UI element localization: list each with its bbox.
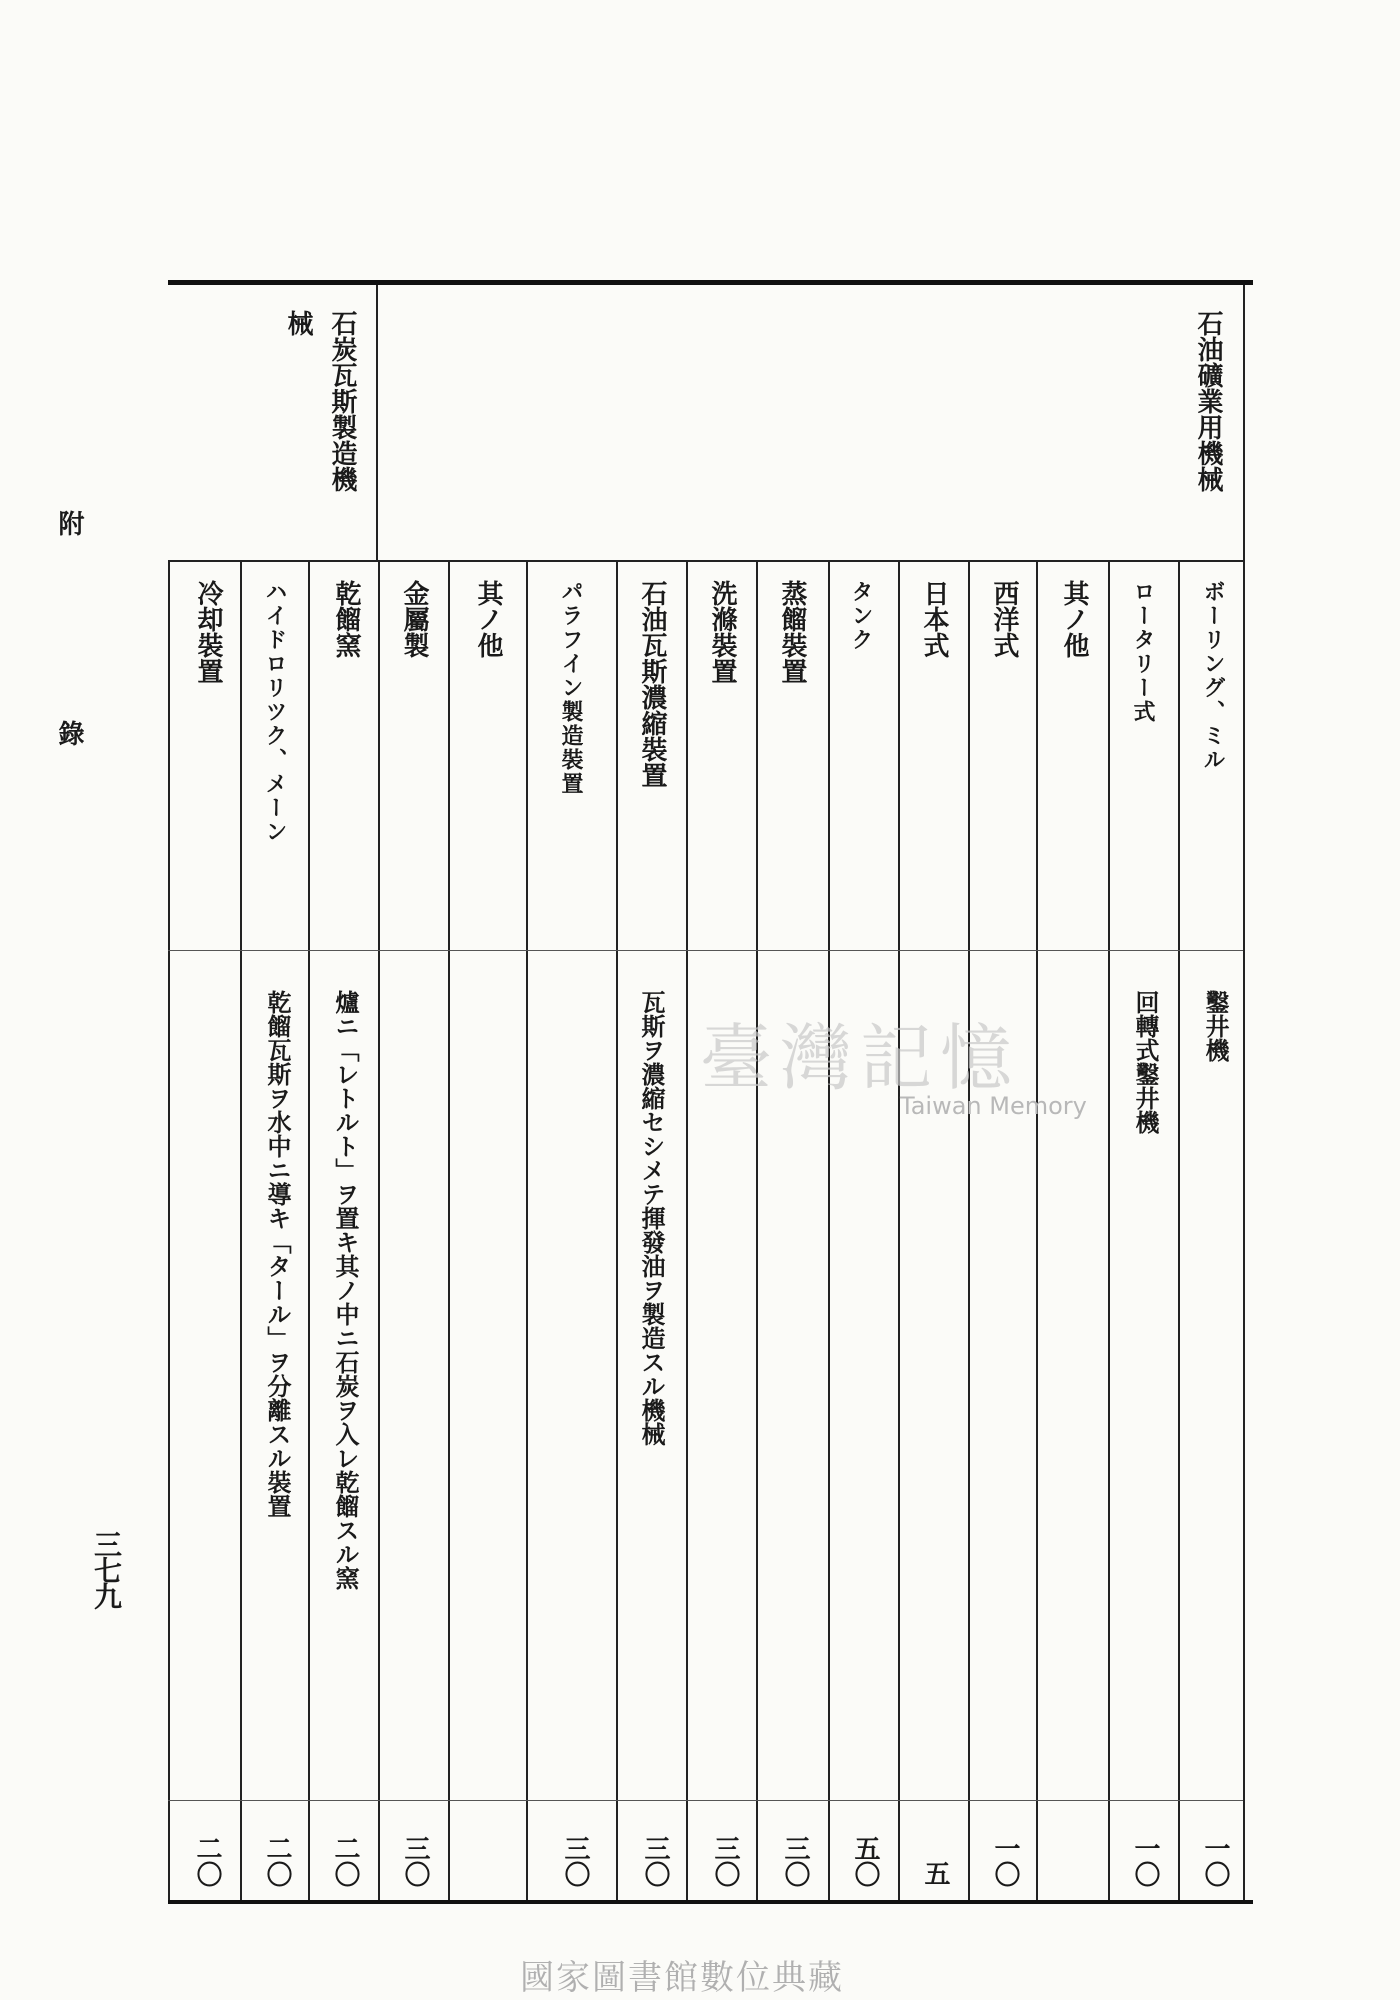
col-line <box>968 560 970 1900</box>
row-value: 三〇 <box>560 1835 590 1887</box>
row-desc: 瓦斯ヲ濃縮セシメテ揮發油ヲ製造スル機械 <box>637 990 666 1446</box>
group-petroleum: 石油礦業用機械 <box>1193 310 1223 492</box>
col-line <box>616 560 618 1900</box>
row-value: 二〇 <box>192 1835 222 1887</box>
page-number: 三七九 <box>90 1530 123 1608</box>
col-line <box>448 560 450 1900</box>
group-header-divider <box>168 560 1243 562</box>
row-name: 其ノ他 <box>1059 580 1089 658</box>
name-desc-divider <box>168 950 1243 951</box>
row-desc: 鑿井機 <box>1201 990 1230 1062</box>
row-desc: 回轉式鑿井機 <box>1131 990 1160 1134</box>
row-value: 二〇 <box>262 1835 292 1887</box>
col-line <box>1178 560 1180 1900</box>
margin-title-bottom: 錄 <box>54 720 84 746</box>
row-name: パラフイン製造裝置 <box>558 580 584 796</box>
row-name: 乾餾窯 <box>331 580 361 658</box>
col-line <box>1108 560 1110 1900</box>
row-name: 冷却裝置 <box>193 580 223 684</box>
col-line <box>308 560 310 1900</box>
watermark: 臺灣記憶 <box>700 1016 1021 1100</box>
group-coal-gas: 石炭瓦斯製造機 <box>327 310 357 492</box>
watermark-subtitle: Taiwan Memory <box>900 1092 1087 1120</box>
row-name: 其ノ他 <box>473 580 503 658</box>
row-value: 三〇 <box>780 1835 810 1887</box>
group-coal-gas-cont: 械 <box>283 310 313 336</box>
table-bottom-rule <box>168 1900 1253 1904</box>
col-line <box>1036 560 1038 1900</box>
row-value: 二〇 <box>330 1835 360 1887</box>
row-name: 日本式 <box>919 580 949 658</box>
group-separator <box>376 285 378 560</box>
row-value: 三〇 <box>710 1835 740 1887</box>
col-line <box>828 560 830 1900</box>
row-value: 五〇 <box>850 1835 880 1887</box>
row-name: 蒸餾裝置 <box>777 580 807 684</box>
row-value: 一〇 <box>990 1835 1020 1887</box>
row-name: ボーリング、ミル <box>1200 580 1226 772</box>
col-line <box>756 560 758 1900</box>
col-line <box>378 560 380 1900</box>
row-value: 一〇 <box>1200 1835 1230 1887</box>
table-right-border <box>1243 285 1245 1900</box>
row-name: 洗滌裝置 <box>707 580 737 684</box>
row-value: 一〇 <box>1130 1835 1160 1887</box>
desc-value-divider <box>168 1800 1243 1801</box>
col-line <box>526 560 528 1900</box>
col-line <box>168 560 170 1900</box>
margin-title-top: 附 <box>54 510 84 536</box>
col-line <box>898 560 900 1900</box>
col-line <box>686 560 688 1900</box>
row-desc: 爐ニ「レトルト」ヲ置キ其ノ中ニ石炭ヲ入レ乾餾スル窯 <box>331 990 360 1590</box>
col-line <box>240 560 242 1900</box>
row-value: 五 <box>920 1860 950 1886</box>
row-name: ハイドロリツク、メーン <box>262 580 288 844</box>
row-name: 金屬製 <box>399 580 429 658</box>
row-desc: 乾餾瓦斯ヲ水中ニ導キ「タール」ヲ分離スル裝置 <box>263 990 292 1518</box>
row-name: ロータリー式 <box>1130 580 1156 724</box>
row-name: 西洋式 <box>989 580 1019 658</box>
row-value: 三〇 <box>400 1835 430 1887</box>
footer-brand: 國家圖書館數位典藏 <box>520 1958 844 1998</box>
row-name: 石油瓦斯濃縮裝置 <box>637 580 667 788</box>
table-top-rule <box>168 280 1253 285</box>
row-value: 三〇 <box>640 1835 670 1887</box>
row-name: タンク <box>848 580 874 652</box>
